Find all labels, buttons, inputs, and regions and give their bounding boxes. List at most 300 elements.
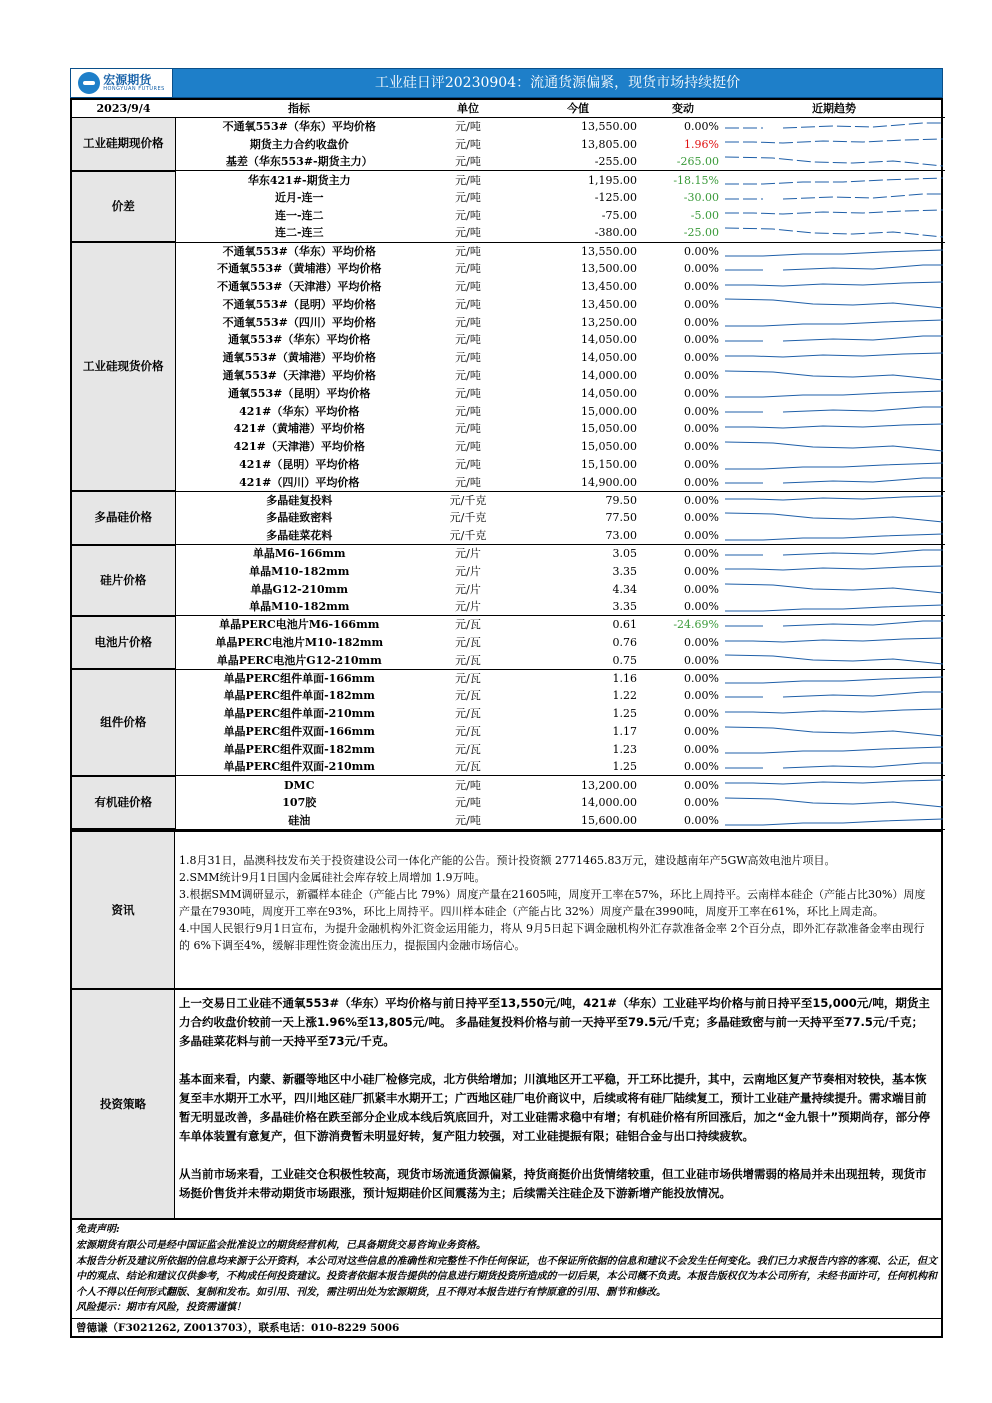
sparkline-cell bbox=[723, 598, 945, 616]
sparkline bbox=[723, 296, 943, 312]
sparkline-cell bbox=[723, 206, 945, 224]
value-cell: 14,000.00 bbox=[581, 796, 637, 810]
unit-cell: 元/瓦 bbox=[455, 742, 481, 756]
unit-cell: 元/吨 bbox=[455, 386, 481, 400]
table-row bbox=[72, 438, 945, 456]
change-cell: 0.00% bbox=[684, 796, 719, 810]
unit-cell: 元/吨 bbox=[455, 280, 481, 294]
sparkline-cell bbox=[723, 616, 945, 634]
category-cell: 工业硅期现价格 bbox=[72, 118, 175, 171]
unit-cell: 元/瓦 bbox=[423, 651, 513, 669]
change-cell: 0.00% bbox=[684, 671, 719, 685]
report-page bbox=[70, 68, 943, 1338]
sparkline bbox=[723, 403, 943, 419]
news-item: 2.SMM统计9月1日国内金属硅社会库存较上周增加 1.9万吨。 bbox=[179, 871, 486, 885]
sparkline-cell bbox=[723, 634, 945, 652]
sparkline-cell bbox=[723, 313, 945, 331]
value-cell: 73.00 bbox=[513, 527, 643, 545]
table-row bbox=[72, 634, 945, 652]
table-row bbox=[72, 206, 945, 224]
logo-text: 宏源期货 bbox=[103, 73, 152, 87]
report-title: 工业硅日评20230904：流通货源偏紧，现货市场持续挺价 bbox=[374, 75, 741, 91]
sparkline-cell bbox=[723, 527, 945, 545]
change-cell: 0.00% bbox=[684, 547, 719, 561]
indicator-name: 单晶PERC组件单面-210mm bbox=[223, 707, 375, 721]
sparkline bbox=[723, 617, 943, 633]
change-cell: 0.00% bbox=[684, 262, 719, 276]
company-logo bbox=[71, 69, 173, 97]
change-cell: 0.00% bbox=[684, 386, 719, 400]
unit-cell: 元/瓦 bbox=[455, 636, 481, 649]
news-label: 资讯 bbox=[72, 832, 175, 988]
sparkline bbox=[723, 421, 943, 437]
value-cell: 14,050.00 bbox=[581, 386, 637, 400]
table-row bbox=[72, 242, 945, 260]
unit-cell: 元/片 bbox=[455, 547, 481, 561]
sparkline-cell bbox=[723, 758, 945, 776]
indicator-name: 华东421#-期货主力 bbox=[247, 173, 351, 187]
sparkline-cell bbox=[723, 473, 945, 491]
disclaimer bbox=[72, 1218, 941, 1318]
table-header bbox=[72, 100, 945, 118]
category-cell: 工业硅现货价格 bbox=[72, 242, 175, 491]
indicator-name: 通氧553#（天津港）平均价格 bbox=[222, 369, 376, 383]
sparkline bbox=[723, 635, 943, 651]
sparkline-cell bbox=[723, 580, 945, 598]
indicator-name: 硅油 bbox=[175, 812, 423, 830]
table-row bbox=[72, 776, 945, 794]
change-cell: 0.00% bbox=[684, 244, 719, 258]
change-cell: -24.69% bbox=[673, 618, 719, 632]
unit-cell: 元/瓦 bbox=[455, 724, 481, 738]
change-cell: -25.00 bbox=[643, 224, 723, 242]
sparkline-cell bbox=[723, 189, 945, 207]
sparkline bbox=[723, 244, 943, 260]
indicator-name: 不通氧553#（华东）平均价格 bbox=[222, 244, 376, 258]
sparkline bbox=[723, 136, 943, 152]
unit-cell: 元/片 bbox=[455, 582, 481, 596]
table-row bbox=[72, 313, 945, 331]
change-cell: -265.00 bbox=[643, 153, 723, 171]
sparkline bbox=[723, 724, 943, 740]
table-row bbox=[72, 705, 945, 723]
unit-cell: 元/千克 bbox=[449, 493, 487, 507]
change-cell: 0.00% bbox=[643, 473, 723, 491]
unit-cell: 元/吨 bbox=[455, 351, 481, 365]
change-cell: 0.00% bbox=[684, 315, 719, 329]
table-row bbox=[72, 740, 945, 758]
unit-cell: 元/吨 bbox=[423, 812, 513, 830]
change-cell: 1.96% bbox=[684, 137, 719, 151]
change-cell: 0.00% bbox=[684, 440, 719, 454]
table-row bbox=[72, 758, 945, 776]
indicator-name: 单晶PERC组件双面-182mm bbox=[223, 742, 375, 756]
sparkline bbox=[723, 439, 943, 455]
indicator-name: 单晶G12-210mm bbox=[250, 582, 348, 596]
sparkline bbox=[723, 154, 943, 170]
sparkline bbox=[723, 368, 943, 384]
logo-subtext: HONGYUAN FUTURES bbox=[103, 86, 165, 92]
unit-cell: 元/吨 bbox=[455, 244, 481, 258]
table-row bbox=[72, 598, 945, 616]
unit-cell: 元/瓦 bbox=[423, 758, 513, 776]
value-cell: -380.00 bbox=[513, 224, 643, 242]
value-cell: 13,550.00 bbox=[581, 120, 637, 134]
header-change: 变动 bbox=[643, 100, 723, 118]
header-trend: 近期趋势 bbox=[723, 100, 945, 118]
sparkline-cell bbox=[723, 171, 945, 189]
sparkline-cell bbox=[723, 118, 945, 136]
sparkline bbox=[723, 706, 943, 722]
logo-icon bbox=[78, 72, 100, 94]
value-cell: 1.23 bbox=[612, 742, 637, 756]
strategy-paragraph: 基本面来看，内蒙、新疆等地区中小硅厂检修完成，北方供给增加；川滇地区开工平稳，开工环比提升，其中，云南地区复产节奏相对较快，基本恢复至丰水期开工水平，四川地区硅厂抓紧丰水期开工；广西地区硅厂电价商议中，后续或将有硅厂陆续复工，预计工业硅产量持续提升。需求端目前暂无明显改善，多晶硅价格在跌至部分企业成本线后筑底回升，对工业硅需求稳中有增；有机硅价格有所回涨后，加之“金九银十”预期尚存，部分停车单体装置有意复产，但下游消费暂未明显好转，复产阻力较强，对工业硅提振有限；硅铝合金与出口持续疲软。 bbox=[179, 1072, 931, 1144]
value-cell: 15,150.00 bbox=[581, 458, 637, 472]
sparkline bbox=[723, 510, 943, 526]
unit-cell: 元/吨 bbox=[455, 191, 481, 205]
sparkline-cell bbox=[723, 740, 945, 758]
change-cell: 0.00% bbox=[684, 493, 719, 507]
sparkline bbox=[723, 671, 943, 687]
indicator-name: 不通氧553#（昆明）平均价格 bbox=[222, 297, 376, 311]
change-cell: 0.00% bbox=[684, 689, 719, 703]
sparkline-cell bbox=[723, 420, 945, 438]
value-cell: 14,050.00 bbox=[581, 333, 637, 347]
header-indicator: 指标 bbox=[175, 100, 423, 118]
sparkline-cell bbox=[723, 295, 945, 313]
change-cell: 0.00% bbox=[684, 333, 719, 347]
unit-cell: 元/吨 bbox=[455, 404, 481, 418]
indicator-name: 连二-连三 bbox=[175, 224, 423, 242]
sparkline-cell bbox=[723, 794, 945, 812]
strategy-section bbox=[72, 988, 941, 1218]
sparkline bbox=[723, 474, 943, 490]
header-unit: 单位 bbox=[423, 100, 513, 118]
indicator-name: 不通氧553#（四川）平均价格 bbox=[222, 315, 376, 329]
indicator-name: 基差（华东553#-期货主力） bbox=[175, 153, 423, 171]
unit-cell: 元/片 bbox=[423, 598, 513, 616]
value-cell: 3.35 bbox=[612, 564, 637, 578]
table-row bbox=[72, 527, 945, 545]
table-row bbox=[72, 491, 945, 509]
value-cell: 13,805.00 bbox=[581, 137, 637, 151]
value-cell: 0.61 bbox=[612, 618, 637, 632]
value-cell: 14,000.00 bbox=[581, 369, 637, 383]
change-cell: -30.00 bbox=[683, 191, 719, 205]
sparkline bbox=[723, 563, 943, 579]
sparkline bbox=[723, 528, 943, 544]
value-cell: 13,450.00 bbox=[581, 280, 637, 294]
indicator-name: 421#（天津港）平均价格 bbox=[233, 440, 365, 454]
unit-cell: 元/吨 bbox=[423, 473, 513, 491]
indicator-name: 单晶M10-182mm bbox=[175, 598, 423, 616]
table-row bbox=[72, 545, 945, 563]
value-cell: 13,250.00 bbox=[581, 315, 637, 329]
sparkline-cell bbox=[723, 509, 945, 527]
title-bar bbox=[70, 68, 943, 98]
value-cell: -75.00 bbox=[601, 208, 637, 222]
indicator-name: 421#（四川）平均价格 bbox=[175, 473, 423, 491]
indicator-name: 单晶PERC组件单面-166mm bbox=[223, 671, 375, 685]
sparkline bbox=[723, 813, 943, 829]
change-cell: 0.00% bbox=[684, 120, 719, 134]
table-row bbox=[72, 473, 945, 491]
indicator-name: 107胶 bbox=[282, 796, 317, 810]
unit-cell: 元/吨 bbox=[455, 315, 481, 329]
sparkline bbox=[723, 172, 943, 188]
change-cell: 0.00% bbox=[684, 564, 719, 578]
unit-cell: 元/吨 bbox=[455, 297, 481, 311]
sparkline bbox=[723, 314, 943, 330]
indicator-name: DMC bbox=[284, 778, 315, 792]
strategy-body bbox=[175, 990, 941, 1218]
category-cell: 硅片价格 bbox=[72, 545, 175, 616]
sparkline-cell bbox=[723, 651, 945, 669]
category-cell: 组件价格 bbox=[72, 669, 175, 776]
sparkline-cell bbox=[723, 723, 945, 741]
sparkline-cell bbox=[723, 456, 945, 474]
value-cell: 15,000.00 bbox=[581, 404, 637, 418]
indicator-name: 通氧553#（昆明）平均价格 bbox=[228, 386, 371, 400]
sparkline-cell bbox=[723, 349, 945, 367]
value-cell: 77.50 bbox=[605, 511, 637, 525]
sparkline-cell bbox=[723, 135, 945, 153]
sparkline bbox=[723, 795, 943, 811]
disclaimer-line: 风险提示：期市有风险，投资需谨慎！ bbox=[76, 1302, 246, 1314]
unit-cell: 元/瓦 bbox=[455, 618, 481, 632]
value-cell: 3.05 bbox=[612, 547, 637, 561]
change-cell: 0.00% bbox=[684, 724, 719, 738]
change-cell: 0.00% bbox=[684, 511, 719, 525]
value-cell: 4.34 bbox=[612, 582, 637, 596]
change-cell: 0.00% bbox=[684, 636, 719, 649]
strategy-label: 投资策略 bbox=[72, 990, 175, 1218]
sparkline-cell bbox=[723, 224, 945, 242]
value-cell: 1,195.00 bbox=[588, 173, 637, 187]
sparkline-cell bbox=[723, 491, 945, 509]
table-row bbox=[72, 580, 945, 598]
change-cell: 0.00% bbox=[684, 707, 719, 721]
unit-cell: 元/吨 bbox=[423, 153, 513, 171]
table-row bbox=[72, 669, 945, 687]
table-row bbox=[72, 171, 945, 189]
sparkline-cell bbox=[723, 153, 945, 171]
news-body bbox=[175, 832, 941, 988]
sparkline bbox=[723, 652, 943, 668]
indicator-name: 421#（黄埔港）平均价格 bbox=[233, 422, 365, 436]
change-cell: -18.15% bbox=[673, 173, 719, 187]
change-cell: 0.00% bbox=[684, 778, 719, 792]
sparkline-cell bbox=[723, 242, 945, 260]
unit-cell: 元/吨 bbox=[423, 224, 513, 242]
unit-cell: 元/吨 bbox=[455, 120, 481, 134]
table-row bbox=[72, 295, 945, 313]
sparkline bbox=[723, 207, 943, 223]
value-cell: 15,600.00 bbox=[513, 812, 643, 830]
table-row bbox=[72, 349, 945, 367]
analyst-contact: 曾德谦（F3021262, Z0013703），联系电话：010-8229 5006 bbox=[72, 1318, 941, 1336]
unit-cell: 元/吨 bbox=[455, 422, 481, 436]
value-cell: 14,050.00 bbox=[581, 351, 637, 365]
sparkline bbox=[723, 332, 943, 348]
table-row bbox=[72, 135, 945, 153]
indicator-name: 单晶PERC组件双面-210mm bbox=[175, 758, 423, 776]
change-cell: -5.00 bbox=[690, 208, 719, 222]
indicator-name: 单晶M6-166mm bbox=[252, 547, 346, 561]
disclaimer-title: 免责声明: bbox=[76, 1224, 120, 1236]
sparkline-cell bbox=[723, 669, 945, 687]
report-body bbox=[70, 98, 943, 1338]
header-value: 今值 bbox=[513, 100, 643, 118]
value-cell: -255.00 bbox=[513, 153, 643, 171]
unit-cell: 元/吨 bbox=[455, 796, 481, 810]
indicator-name: 单晶PERC电池片M10-182mm bbox=[215, 636, 384, 649]
value-cell: -125.00 bbox=[594, 191, 637, 205]
sparkline bbox=[723, 457, 943, 473]
sparkline bbox=[723, 599, 943, 615]
indicator-name: 期货主力合约收盘价 bbox=[249, 137, 349, 151]
sparkline-cell bbox=[723, 331, 945, 349]
disclaimer-lines bbox=[76, 1238, 937, 1316]
change-cell: 0.00% bbox=[643, 598, 723, 616]
value-cell: 15,050.00 bbox=[581, 440, 637, 454]
sparkline bbox=[723, 546, 943, 562]
indicator-name: 多晶硅致密料 bbox=[266, 511, 333, 525]
price-table bbox=[72, 100, 945, 830]
change-cell: 0.00% bbox=[684, 280, 719, 294]
value-cell: 3.35 bbox=[513, 598, 643, 616]
table-row bbox=[72, 118, 945, 136]
unit-cell: 元/瓦 bbox=[455, 689, 481, 703]
sparkline bbox=[723, 493, 943, 509]
value-cell: 13,200.00 bbox=[581, 778, 637, 792]
unit-cell: 元/吨 bbox=[455, 137, 481, 151]
sparkline bbox=[723, 759, 943, 775]
table-row bbox=[72, 278, 945, 296]
unit-cell: 元/瓦 bbox=[455, 671, 481, 685]
table-row bbox=[72, 384, 945, 402]
disclaimer-line: 本报告分析及建议所依据的信息均来源于公开资料，本公司对这些信息的准确性和完整性不作任何保证，也不保证所依据的信息和建议不会发生任何变化。我们已力求报告内容的客观、公正，但文中的观点、结论和建议仅供参考，不构成任何投资建议。投资者依据本报告提供的信息进行期货投资所造成的一切后果，本公司概不负责。本报告版权仅为本公司所有，未经书面许可，任何机构和个人不得以任何形式翻版、复制和发布。如引用、刊发，需注明出处为宏源期货，且不得对本报告进行有悖原意的引用、删节和修改。 bbox=[76, 1255, 937, 1298]
value-cell: 1.16 bbox=[612, 671, 637, 685]
table-row bbox=[72, 616, 945, 634]
indicator-name: 单晶PERC电池片M6-166mm bbox=[219, 618, 380, 632]
disclaimer-line: 宏源期货有限公司是经中国证监会批准设立的期货经营机构，已具备期货交易咨询业务资格。 bbox=[76, 1239, 486, 1251]
sparkline bbox=[723, 190, 943, 206]
strategy-paragraph: 从当前市场来看，工业硅交仓积极性较高，现货市场流通货源偏紧，持货商挺价出货情绪较重，但工业硅市场供增需弱的格局并未出现扭转，现货市场挺价售货并未带动期货市场跟涨，预计短期硅价区间震荡为主；后续需关注硅企及下游新增产能投放情况。 bbox=[179, 1167, 927, 1201]
change-cell: 0.00% bbox=[684, 422, 719, 436]
value-cell: 14,900.00 bbox=[513, 473, 643, 491]
table-row bbox=[72, 331, 945, 349]
table-row bbox=[72, 562, 945, 580]
category-cell: 有机硅价格 bbox=[72, 776, 175, 829]
table-row bbox=[72, 456, 945, 474]
sparkline-cell bbox=[723, 545, 945, 563]
sparkline bbox=[723, 261, 943, 277]
news-section bbox=[72, 830, 941, 988]
table-row bbox=[72, 420, 945, 438]
sparkline-cell bbox=[723, 776, 945, 794]
news-item: 4.中国人民银行9月1日宣布，为提升金融机构外汇资金运用能力，将从 9月5日起下调金融机构外汇存款准备金率 2个百分点，即外汇存款准备金率由现行的 6%下调至4%，缓解非理性资金流出压力，提振国内金融市场信心。 bbox=[179, 922, 925, 953]
sparkline bbox=[723, 581, 943, 597]
unit-cell: 元/吨 bbox=[455, 208, 481, 222]
indicator-name: 不通氧553#（黄埔港）平均价格 bbox=[217, 262, 382, 276]
sparkline-cell bbox=[723, 260, 945, 278]
category-cell: 多晶硅价格 bbox=[72, 491, 175, 544]
change-cell: 0.00% bbox=[643, 812, 723, 830]
change-cell: 0.00% bbox=[684, 458, 719, 472]
indicator-name: 通氧553#（黄埔港）平均价格 bbox=[222, 351, 376, 365]
indicator-name: 421#（昆明）平均价格 bbox=[239, 458, 360, 472]
table-row bbox=[72, 687, 945, 705]
value-cell: 1.25 bbox=[513, 758, 643, 776]
sparkline bbox=[723, 350, 943, 366]
sparkline bbox=[723, 385, 943, 401]
news-item: 1.8月31日，晶澳科技发布关于投资建设公司一体化产能的公告。预计投资额 2771465.83万元，建设越南年产5GW高效电池片项目。 bbox=[179, 854, 836, 868]
table-row bbox=[72, 224, 945, 242]
table-row bbox=[72, 402, 945, 420]
change-cell: 0.00% bbox=[684, 404, 719, 418]
indicator-name: 近月-连一 bbox=[274, 191, 324, 205]
table-row bbox=[72, 812, 945, 830]
table-row bbox=[72, 723, 945, 741]
news-item: 3.根据SMM调研显示，新疆样本硅企（产能占比 79%）周度产量在21605吨，周度开工率在57%，环比上周持平。云南样本硅企（产能占比30%）周度产量在7930吨，周度开工率在93%，环比上周持平。四川样本硅企（产能占比 32%）周度产量在3990吨，周度开工率在61%，环比上周走高。 bbox=[179, 888, 926, 919]
sparkline-cell bbox=[723, 562, 945, 580]
sparkline-cell bbox=[723, 278, 945, 296]
table-row bbox=[72, 260, 945, 278]
change-cell: 0.00% bbox=[684, 369, 719, 383]
indicator-name: 不通氧553#（天津港）平均价格 bbox=[217, 280, 382, 294]
indicator-name: 单晶PERC组件双面-166mm bbox=[223, 724, 375, 738]
unit-cell: 元/吨 bbox=[455, 369, 481, 383]
unit-cell: 元/吨 bbox=[455, 458, 481, 472]
change-cell: 0.00% bbox=[643, 758, 723, 776]
change-cell: 0.00% bbox=[684, 742, 719, 756]
indicator-name: 通氧553#（华东）平均价格 bbox=[228, 333, 371, 347]
strategy-paragraph: 上一交易日工业硅不通氧553#（华东）平均价格与前日持平至13,550元/吨，421#（华东）工业硅平均价格与前日持平至15,000元/吨，期货主力合约收盘价较前一天上涨1.96%至13,805元/吨。 多晶硅复投料价格与前一天持平至79.5元/千克；多晶硅致密与前一天持平至77.5元/千克；多晶硅菜花料与前一天持平至73元/千克。 bbox=[179, 996, 930, 1049]
sparkline-cell bbox=[723, 705, 945, 723]
indicator-name: 多晶硅菜花料 bbox=[175, 527, 423, 545]
sparkline bbox=[723, 777, 943, 793]
unit-cell: 元/瓦 bbox=[455, 707, 481, 721]
value-cell: 79.50 bbox=[605, 493, 637, 507]
indicator-name: 421#（华东）平均价格 bbox=[239, 404, 360, 418]
value-cell: 0.76 bbox=[612, 636, 637, 649]
table-row bbox=[72, 367, 945, 385]
value-cell: 1.17 bbox=[612, 724, 637, 738]
value-cell: 0.75 bbox=[513, 651, 643, 669]
table-row bbox=[72, 651, 945, 669]
change-cell: 0.00% bbox=[684, 582, 719, 596]
indicator-name: 不通氧553#（华东）平均价格 bbox=[222, 120, 376, 134]
indicator-name: 单晶PERC电池片G12-210mm bbox=[175, 651, 423, 669]
sparkline bbox=[723, 688, 943, 704]
unit-cell: 元/吨 bbox=[455, 173, 481, 187]
indicator-name: 单晶PERC组件单面-182mm bbox=[223, 689, 375, 703]
sparkline-cell bbox=[723, 367, 945, 385]
sparkline bbox=[723, 225, 943, 241]
value-cell: 1.22 bbox=[612, 689, 637, 703]
sparkline-cell bbox=[723, 438, 945, 456]
value-cell: 13,500.00 bbox=[581, 262, 637, 276]
table-row bbox=[72, 509, 945, 527]
change-cell: 0.00% bbox=[684, 351, 719, 365]
unit-cell: 元/吨 bbox=[455, 440, 481, 454]
value-cell: 1.25 bbox=[612, 707, 637, 721]
unit-cell: 元/千克 bbox=[449, 511, 487, 525]
sparkline bbox=[723, 741, 943, 757]
sparkline-cell bbox=[723, 402, 945, 420]
value-cell: 13,550.00 bbox=[581, 244, 637, 258]
